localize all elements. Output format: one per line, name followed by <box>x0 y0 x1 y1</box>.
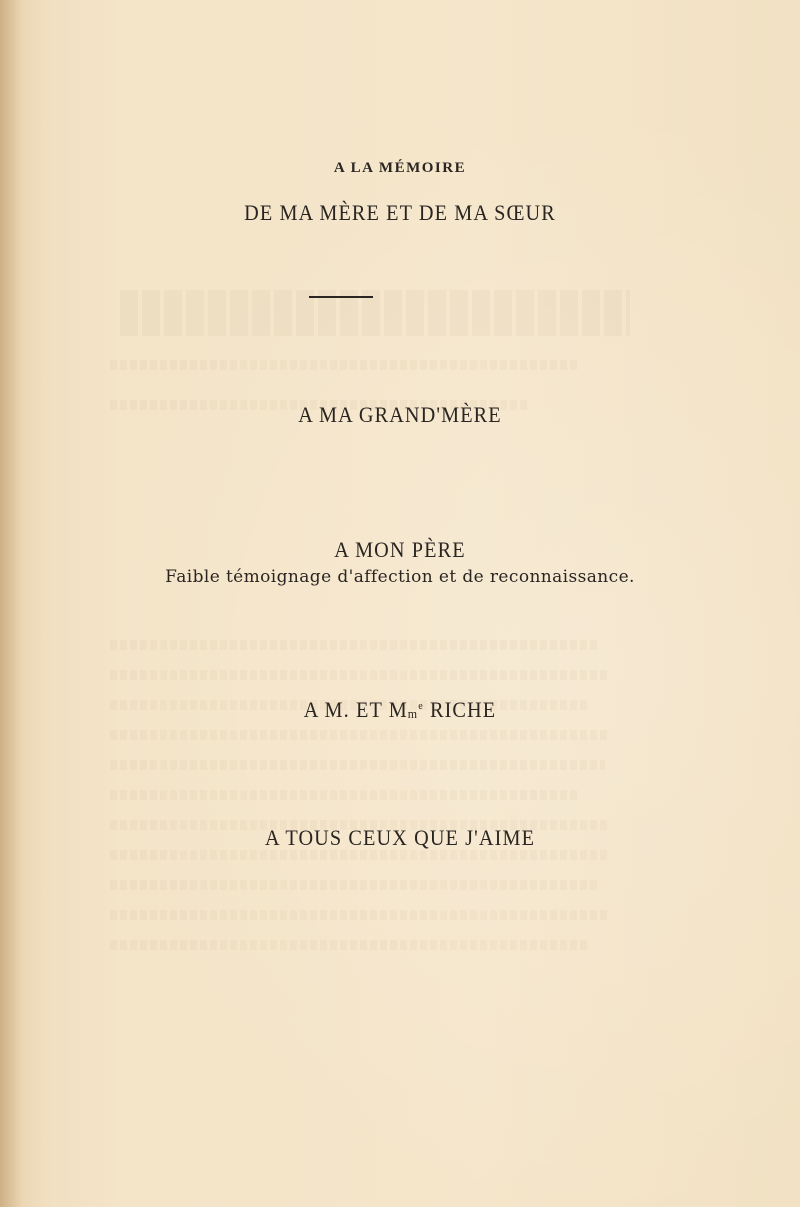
ghost-line <box>110 790 580 800</box>
ghost-line <box>110 640 600 650</box>
riche-m-sub: m <box>407 706 419 721</box>
riche-m-sup: e <box>418 700 424 712</box>
separator-rule <box>309 296 373 298</box>
ghost-line <box>110 910 610 920</box>
memoire-heading: A LA MÉMOIRE <box>333 160 467 176</box>
pere-dedication: A MON PÈRE <box>334 537 466 562</box>
ghost-title <box>120 290 630 336</box>
ghost-line <box>110 360 580 370</box>
riche-name: RICHE <box>429 697 497 722</box>
memoire-line: DE MA MÈRE ET DE MA SŒUR <box>244 200 556 225</box>
ghost-line <box>110 760 605 770</box>
ghost-line <box>110 730 610 740</box>
riche-dedication <box>32 697 768 723</box>
grandmere-dedication: A MA GRAND'MÈRE <box>298 402 502 427</box>
tous-dedication: A TOUS CEUX QUE J'AIME <box>264 825 536 850</box>
show-through-text <box>110 280 630 980</box>
ghost-line <box>110 940 590 950</box>
riche-prefix: A M. ET M <box>303 697 408 722</box>
ghost-line <box>110 670 610 680</box>
ghost-line <box>110 880 600 890</box>
ghost-line <box>110 850 610 860</box>
pere-note: Faible témoignage d'affection et de reconnaissance. <box>165 567 635 587</box>
